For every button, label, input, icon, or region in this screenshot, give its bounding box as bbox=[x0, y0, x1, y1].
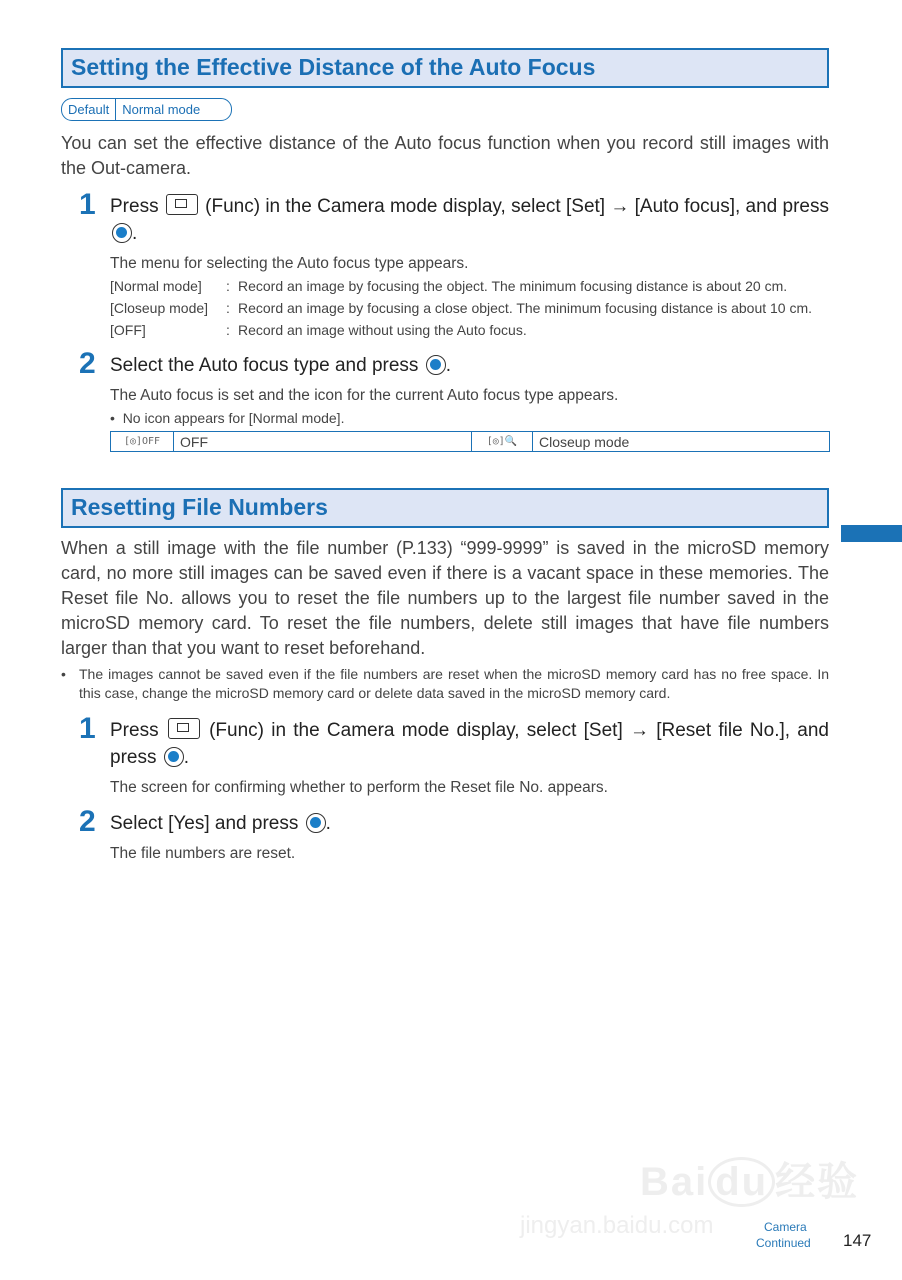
cell-label: Closeup mode bbox=[533, 432, 830, 452]
chapter-tab bbox=[841, 525, 902, 542]
text: . bbox=[183, 747, 190, 768]
desc: Record an image by focusing a close object. The minimum focusing distance is about 10 cm. bbox=[238, 300, 813, 316]
mail-key-icon bbox=[168, 718, 200, 739]
page-content bbox=[61, 48, 829, 864]
text: Select the Auto focus type and press bbox=[110, 355, 424, 376]
note-text: The images cannot be saved even if the file numbers are reset when the microSD memory card has no free space. In this case, change the microSD memory card or delete data saved in the microSD memory card. bbox=[79, 666, 829, 701]
term: [Normal mode] bbox=[110, 278, 202, 294]
center-button-icon bbox=[426, 355, 446, 375]
step-1 bbox=[61, 188, 829, 340]
step-number: 1 bbox=[79, 712, 96, 745]
page-number: 147 bbox=[843, 1231, 872, 1250]
heading-text: Resetting File Numbers bbox=[71, 494, 328, 520]
center-button-icon bbox=[164, 747, 184, 767]
definition-row: [Closeup mode] : Record an image by focusing a close object. The minimum focusing distance is about 10 cm. bbox=[110, 298, 829, 318]
term: [OFF] bbox=[110, 322, 146, 338]
text: Select [Yes] and press bbox=[110, 813, 304, 834]
intro-text: You can set the effective distance of the Auto focus function when you record still images with the Out-camera. bbox=[61, 133, 829, 178]
step-1 bbox=[61, 712, 829, 798]
center-button-icon bbox=[306, 813, 326, 833]
step-number: 2 bbox=[79, 347, 96, 380]
intro-text: When a still image with the file number (P.133) “999-9999” is saved in the microSD memory card, no more still images can be saved even if there is a vacant space in these memories. The Reset file No. allows you to reset the file numbers up to the largest file number saved in the microSD memory card. To reset the file numbers, delete still images that have file numbers larger than that you want to reset beforehand. bbox=[61, 538, 829, 658]
cell-label: OFF bbox=[174, 432, 472, 452]
step-instruction bbox=[110, 352, 829, 379]
step-number: 2 bbox=[79, 805, 96, 838]
definition-row: [Normal mode] : Record an image by focusing the object. The minimum focusing distance is about 20 cm. bbox=[110, 276, 829, 296]
step-instruction bbox=[110, 193, 829, 247]
desc: Record an image without using the Auto focus. bbox=[238, 322, 527, 338]
step-result: The Auto focus is set and the icon for the current Auto focus type appears. bbox=[110, 387, 619, 404]
step-2 bbox=[61, 347, 829, 452]
desc: Record an image by focusing the object. The minimum focusing distance is about 20 cm. bbox=[238, 278, 788, 294]
af-closeup-icon: [◎]🔍 bbox=[472, 432, 533, 452]
section-heading-auto-focus bbox=[61, 48, 829, 88]
step-instruction bbox=[110, 810, 829, 837]
watermark-url: jingyan.baidu.com bbox=[520, 1212, 714, 1239]
continued-label: Continued bbox=[756, 1236, 811, 1250]
step-number: 1 bbox=[79, 188, 96, 221]
default-value: Normal mode bbox=[122, 102, 201, 117]
step-2 bbox=[61, 805, 829, 864]
text: (Func) in the Camera mode display, select [Set] → [Auto focus], and press bbox=[199, 196, 829, 217]
text: (Func) in the Camera mode display, select [Set] → [Reset file No.], and press bbox=[110, 720, 829, 768]
step-result: The menu for selecting the Auto focus type appears. bbox=[110, 255, 469, 272]
step-instruction bbox=[110, 717, 829, 771]
af-off-icon: [◎]OFF bbox=[111, 432, 174, 452]
text: Press bbox=[110, 720, 166, 741]
watermark-logo: Bai du 经验 bbox=[640, 1150, 859, 1207]
note-text: No icon appears for [Normal mode]. bbox=[122, 410, 345, 426]
heading-text: Setting the Effective Distance of the Auto Focus bbox=[71, 54, 596, 80]
chapter-label: Camera bbox=[764, 1220, 807, 1234]
definition-row: [OFF] : Record an image without using the Auto focus. bbox=[110, 320, 829, 340]
default-badge bbox=[61, 98, 232, 121]
step-result: The file numbers are reset. bbox=[110, 845, 296, 862]
af-icon-table bbox=[110, 431, 830, 452]
term: [Closeup mode] bbox=[110, 300, 209, 316]
mail-key-icon bbox=[166, 194, 198, 215]
text: . bbox=[445, 355, 451, 376]
text: . bbox=[132, 223, 138, 244]
bullet-note: • No icon appears for [Normal mode]. bbox=[110, 410, 345, 426]
section-heading-reset bbox=[61, 488, 829, 528]
bullet-note: • The images cannot be saved even if the file numbers are reset when the microSD memory card has no free space. In this case, change the microSD memory card or delete data saved in the microSD memory card. bbox=[61, 666, 829, 701]
text: Press bbox=[110, 196, 164, 217]
step-result: The screen for confirming whether to perform the Reset file No. appears. bbox=[110, 779, 608, 796]
text: . bbox=[325, 813, 331, 834]
center-button-icon bbox=[112, 223, 132, 243]
default-label: Default bbox=[62, 99, 116, 120]
